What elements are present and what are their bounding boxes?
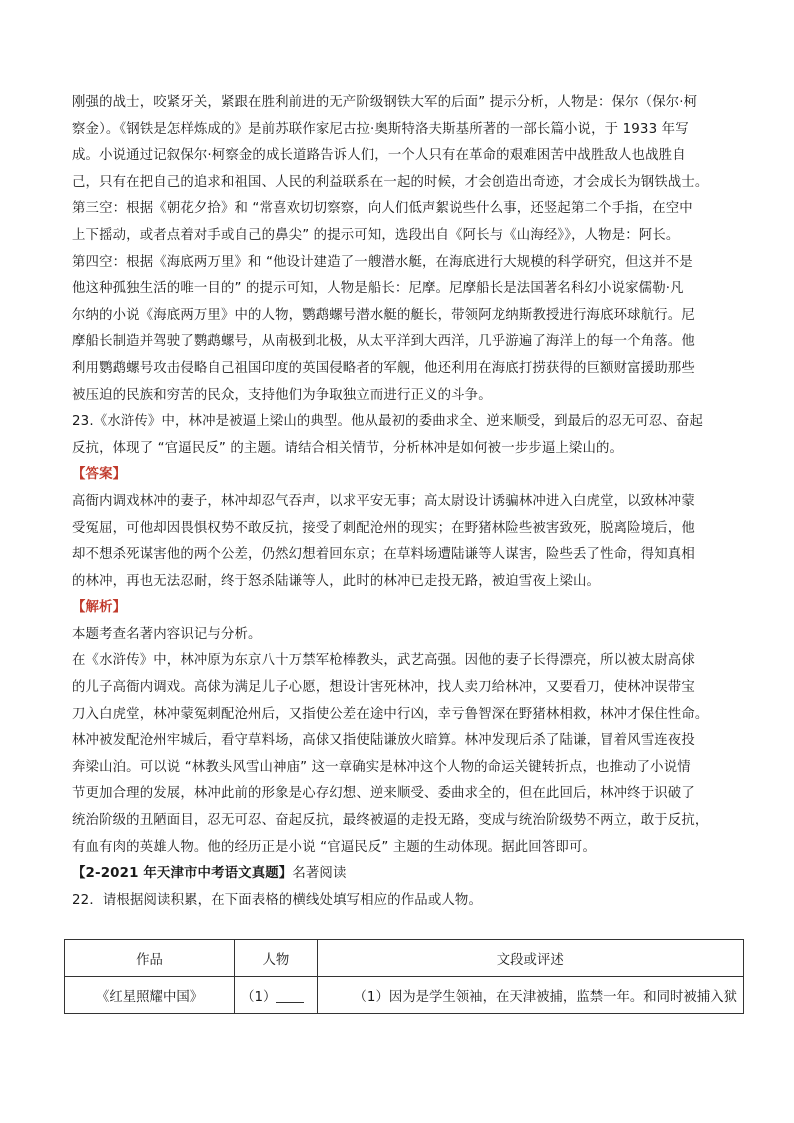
- header-desc: 文段或评述: [317, 940, 743, 977]
- analysis-line: 在《水浒传》中，林冲原为东京八十万禁军枪棒教头，武艺高强。因他的妻子长得漂亮，所以被太尉高俅: [72, 653, 695, 669]
- question-22: 22．请根据阅读积累，在下面表格的横线处填写相应的作品或人物。: [72, 892, 483, 908]
- cell-person[interactable]: [235, 977, 317, 1014]
- section-head-tail: 名著阅读: [292, 866, 347, 882]
- analysis-tag: 【解析】: [72, 600, 127, 616]
- text-line: 成。小说通过记叙保尔·柯察金的成长道路告诉人们，一个人只有在革命的艰难困苦中战胜敌人也战胜自: [72, 148, 686, 164]
- text-line: 上下摇动，或者点着对手或自己的鼻尖” 的提示可知，选段出自《阿长与《山海经》》，人物是：阿长。: [72, 227, 680, 243]
- analysis-line: 的儿子高衙内调戏。高俅为满足儿子心愿，想设计害死林冲，找人卖刀给林冲，又要看刀，使林冲误带宝: [72, 680, 695, 696]
- section-heading: [72, 861, 732, 888]
- text-line: 刚强的战士，咬紧牙关，紧跟在胜利前进的无产阶级钢铁大军的后面” 提示分析，人物是：保尔（保尔·柯: [72, 95, 698, 110]
- desc-text: （1）因为是学生领袖，在天津被捕，监禁一年。和同时被捕入狱: [353, 989, 737, 1005]
- cell-work: 《红星照耀中国》: [65, 977, 235, 1014]
- table-row: [65, 977, 744, 1014]
- answer-tag: 【答案】: [72, 467, 127, 483]
- analysis-line: 节更加合理的发展，林冲此前的形象是心存幻想、逆来顺受、委曲求全的，但在此回后，林冲终于识破了: [72, 786, 695, 802]
- header-person: 人物: [235, 940, 317, 977]
- answer-line: 高衙内调戏林冲的妻子，林冲却忍气吞声，以求平安无事；高太尉设计诱骗林冲进入白虎堂，以致林冲蒙: [72, 493, 695, 509]
- text-line: 利用鹦鹉螺号攻击侵略自己祖国印度的英国侵略者的军舰，他还利用在海底打捞获得的巨额财富援助那些: [72, 360, 695, 376]
- text-line: 第四空：根据《海底两万里》和 “他设计建造了一艘潜水艇，在海底进行大规模的科学研究，但这并不是: [72, 254, 693, 270]
- text-line: 己，只有在把自己的追求和祖国、人民的利益联系在一起的时候，才会创造出奇迹，才会成长为钢铁战士。: [72, 174, 709, 190]
- header-work: 作品: [65, 940, 235, 977]
- answer-line: 的林冲，再也无法忍耐，终于怒杀陆谦等人，此时的林冲已走投无路，被迫雪夜上梁山。: [72, 573, 601, 589]
- works-table: [64, 939, 744, 1014]
- analysis-line: 刀入白虎堂，林冲蒙冤刺配沧州后，又指使公差在途中行凶，幸亏鲁智深在野猪林相救，林冲才保住性命。: [72, 706, 709, 722]
- person-prefix: （1）: [241, 989, 277, 1005]
- analysis-line: 林冲被发配沧州牢城后，看守草料场，高俅又指使陆谦放火暗算。林冲发现后杀了陆谦，冒着风雪连夜投: [72, 733, 695, 749]
- table-header-row: [65, 940, 744, 977]
- text-line: 第三空：根据《朝花夕拾》和 “常喜欢切切察察，向人们低声絮说些什么事，还竖起第二个手指，在空中: [72, 201, 693, 217]
- section-head-title: 【2-2021 年天津市中考语文真题】: [72, 866, 293, 882]
- analysis-line: 有血有肉的英雄人物。他的经历正是小说 “官逼民反” 主题的生动体现。据此回答即可。: [72, 839, 596, 855]
- analysis-line: 奔梁山泊。可以说 “林教头风雪山神庙” 这一章确实是林冲这个人物的命运关键转折点，也推动了小说情: [72, 759, 691, 775]
- answer-line: 却不想杀死谋害他的两个公差，仍然幻想着回东京；在草料场遭陆谦等人谋害，险些丢了性命，得知真相: [72, 547, 695, 563]
- text-line: 摩船长制造并驾驶了鹦鹉螺号，从南极到北极，从太平洋到大西洋，几乎游遍了海洋上的每一个角落。他: [72, 334, 695, 350]
- question-23-cont: 反抗，体现了 “官逼民反” 的主题。请结合相关情节，分析林冲是如何被一步步逼上梁山的。: [72, 440, 624, 456]
- answer-line: 受冤屈，可他却因畏惧权势不敢反抗，接受了刺配沧州的现实；在野猪林险些被害致死，脱离险境后，他: [72, 520, 695, 536]
- text-line: 他这种孤独生活的唯一目的” 的提示可知，人物是船长：尼摩。尼摩船长是法国著名科幻小说家儒勒·凡: [72, 281, 684, 297]
- question-23: 23.《水浒传》中，林冲是被逼上梁山的典型。他从最初的委曲求全、逆来顺受，到最后的忍无可忍、奋起: [72, 414, 704, 430]
- analysis-line: 统治阶级的丑陋面目，忍无可忍、奋起反抗，最终被逼的走投无路，变成与统治阶级势不两立，敢于反抗，: [72, 813, 709, 829]
- text-line: 尔纳的小说《海底两万里》中的人物，鹦鹉螺号潜水艇的艇长，带领阿龙纳斯教授进行海底环球航行。尼: [72, 307, 695, 323]
- analysis-line: 本题考查名著内容识记与分析。: [72, 626, 262, 642]
- cell-desc: [317, 977, 743, 1014]
- text-line: 被压迫的民族和穷苦的民众，支持他们为争取独立而进行正义的斗争。: [72, 387, 492, 403]
- fill-in-blank[interactable]: [276, 990, 304, 1003]
- text-line: 察金）。《钢铁是怎样炼成的》是前苏联作家尼古拉·奥斯特洛夫斯基所著的一部长篇小说，于 1933 年写: [72, 121, 689, 137]
- document-body: [72, 90, 732, 914]
